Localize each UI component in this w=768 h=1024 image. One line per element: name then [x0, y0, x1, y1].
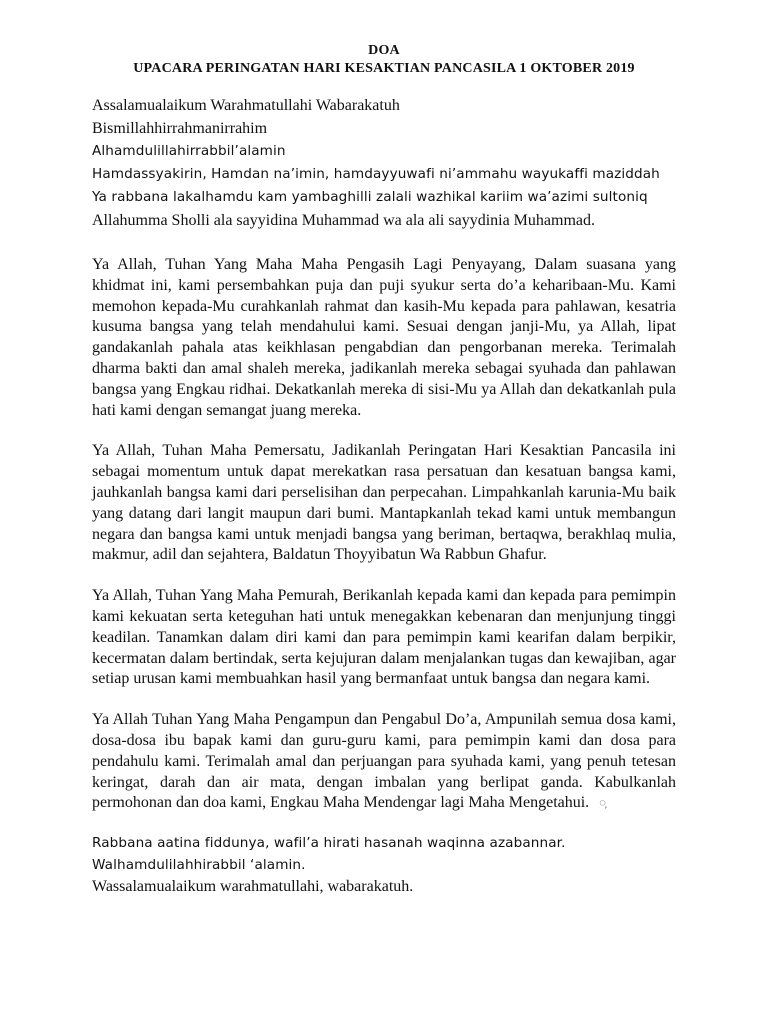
- closing-line: Walhamdulilahhirabbil ‘alamin.: [92, 856, 306, 873]
- closing-line: Wassalamualaikum warahmatullahi, wabarakatuh.: [92, 878, 414, 896]
- prayer-paragraph: [92, 710, 676, 814]
- prayer-paragraph-text: Ya Allah Tuhan Yang Maha Pengampun dan Pengabul Do’a, Ampunilah semua dosa kami, dosa-dosa ibu bapak kami dan guru-guru kami, para pemimpin kami dan dosa para pendahulu kami. Terimalah amal dan perjuangan para syuhada kami, yang penuh tetesan keringat, darah dan air mata, dengan imbalan yang berlipat ganda. Kabulkanlah permohonan dan doa kami, Engkau Maha Mendengar lagi Maha Mengetahui.: [92, 711, 676, 812]
- closing-line: Rabbana aatina fiddunya, wafil’a hirati hasanah waqinna azabannar.: [92, 835, 566, 852]
- intro-line: Alhamdulillahirrabbil’alamin: [92, 143, 286, 159]
- intro-line: Assalamualaikum Warahmatullahi Wabarakatuh: [92, 97, 400, 114]
- closing-salutation: [92, 833, 676, 898]
- dotted-circle-icon: ◌̦: [599, 797, 606, 810]
- intro-line: Allahumma Sholli ala sayyidina Muhammad wa ala ali sayydinia Muhammad.: [92, 212, 595, 229]
- prayer-paragraph: Ya Allah, Tuhan Yang Maha Pemurah, Berikanlah kepada kami dan kepada para pemimpin kami kekuatan serta keteguhan hati untuk menegakkan kebenaran dan menjunjung tinggi keadilan. Tanamkan dalam diri kami dan para pemimpin kami kearifan dalam berpikir, kecermatan dalam bertindak, serta kejujuran dalam menjalankan tugas dan kewajiban, agar setiap urusan kami membuahkan hasil yang bermanfaat untuk bangsa dan negara kami.: [92, 587, 676, 688]
- document-title: DOA: [368, 43, 400, 58]
- document-subtitle: UPACARA PERINGATAN HARI KESAKTIAN PANCASILA 1 OKTOBER 2019: [133, 61, 635, 76]
- opening-salutation: [92, 94, 676, 232]
- prayer-paragraph: Ya Allah, Tuhan Maha Pemersatu, Jadikanlah Peringatan Hari Kesaktian Pancasila ini sebagai momentum untuk dapat merekatkan rasa persatuan dan kesatuan bangsa kami, jauhkanlah bangsa kami dari perselisihan dan perpecahan. Limpahkanlah karunia-Mu baik yang datang dari langit maupun dari bumi. Mantapkanlah tekad kami untuk membangun negara dan bangsa kami untuk menjadi bangsa yang beriman, bertaqwa, berakhlaq mulia, makmur, adil dan sejahtera, Baldatun Thoyyibatun Wa Rabbun Ghafur.: [92, 442, 676, 564]
- prayer-paragraph: Ya Allah, Tuhan Yang Maha Maha Pengasih Lagi Penyayang, Dalam suasana yang khidmat ini, kami persembahkan puja dan puji syukur serta do’a keharibaan-Mu. Kami memohon kepada-Mu curahkanlah rahmat dan kasih-Mu kepada para pahlawan, kesatria kusuma bangsa yang telah mendahului kami. Sesuai dengan janji-Mu, ya Allah, lipat gandakanlah pahala atas keikhlasan pengabdian dan pengorbanan mereka. Terimalah dharma bakti dan amal shaleh mereka, jadikanlah mereka sebagai syuhada dan pahlawan bangsa yang Engkau ridhai. Dekatkanlah mereka di sisi-Mu ya Allah dan dekatkanlah pula hati kami dengan semangat juang mereka.: [92, 256, 676, 419]
- intro-line: Hamdassyakirin, Hamdan na’imin, hamdayyuwafi ni’ammahu wayukaffi maziddah: [92, 166, 660, 182]
- intro-line: Bismillahhirrahmanirrahim: [92, 120, 268, 137]
- intro-line: Ya rabbana lakalhamdu kam yambaghilli zalali wazhikal kariim wa’azimi sultoniq: [92, 189, 648, 205]
